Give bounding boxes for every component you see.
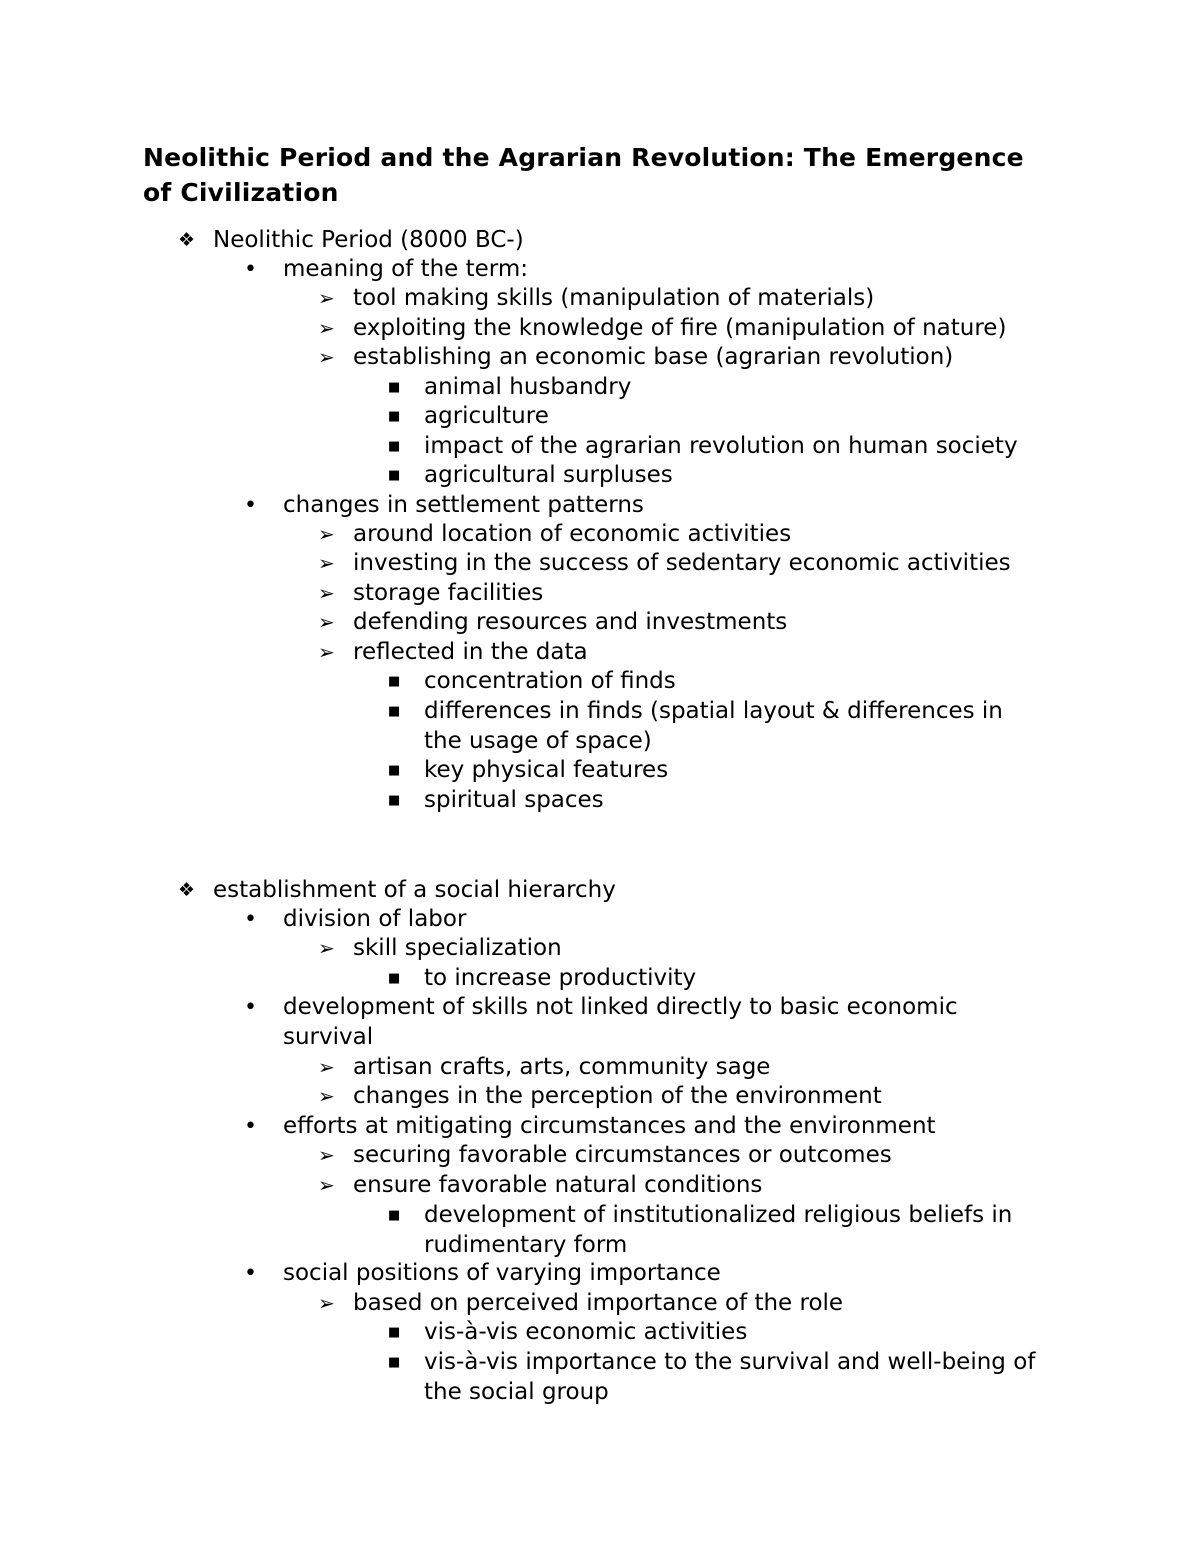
arrowhead-bullet-icon: ➢ — [318, 581, 335, 605]
list-item — [388, 461, 1064, 491]
list-item-text: agricultural surpluses — [424, 462, 673, 488]
list-item-text: defending resources and investments — [353, 609, 788, 635]
list-item — [178, 876, 1113, 906]
list-item — [244, 993, 1003, 1052]
list-item — [388, 786, 1064, 816]
arrowhead-bullet-icon: ➢ — [318, 1291, 335, 1315]
list-item-text: tool making skills (manipulation of materials) — [353, 285, 875, 311]
list-item-text: storage facilities — [353, 580, 544, 606]
list-item-text: meaning of the term: — [283, 256, 529, 282]
list-item-text: establishing an economic base (agrarian revolution) — [353, 344, 954, 370]
list-item — [388, 402, 1064, 432]
list-item-text: reflected in the data — [353, 639, 588, 665]
list-item — [318, 284, 1073, 314]
square-bullet-icon: ■ — [388, 704, 401, 719]
list-item — [388, 1318, 1064, 1348]
arrowhead-bullet-icon: ➢ — [318, 522, 335, 546]
list-item-text: division of labor — [283, 906, 467, 932]
diamond-bullet-icon: ❖ — [178, 879, 196, 901]
list-item — [388, 756, 1064, 786]
round-bullet-icon: • — [244, 1114, 257, 1139]
list-item — [244, 905, 1043, 935]
arrowhead-bullet-icon: ➢ — [318, 1084, 335, 1108]
list-item-text: to increase productivity — [424, 965, 697, 991]
list-item — [318, 1082, 1073, 1112]
square-bullet-icon: ■ — [388, 793, 401, 808]
list-item-text: animal husbandry — [424, 374, 632, 400]
list-item — [388, 667, 1064, 697]
list-item-text: changes in the perception of the environment — [353, 1083, 882, 1109]
list-item-text: efforts at mitigating circumstances and the environment — [283, 1113, 936, 1139]
list-item-text: vis-à-vis economic activities — [424, 1319, 748, 1345]
list-item-text: skill specialization — [353, 935, 562, 961]
list-item-text: development of skills not linked directly to basic economic survival — [283, 994, 958, 1050]
list-item — [318, 638, 1073, 668]
list-item-text: key physical features — [424, 757, 669, 783]
round-bullet-icon: • — [244, 1261, 257, 1286]
list-item — [318, 608, 1073, 638]
list-item-text: impact of the agrarian revolution on human society — [424, 433, 1018, 459]
list-item-text: differences in finds (spatial layout & differences in the usage of space) — [424, 698, 1003, 754]
list-item — [318, 343, 1073, 373]
list-item — [318, 549, 1073, 579]
list-item-text: exploiting the knowledge of fire (manipulation of nature) — [353, 315, 1007, 341]
list-item — [388, 1201, 1054, 1260]
list-item — [244, 1112, 1043, 1142]
arrowhead-bullet-icon: ➢ — [318, 1173, 335, 1197]
arrowhead-bullet-icon: ➢ — [318, 551, 335, 575]
list-item — [388, 373, 1064, 403]
list-item-text: investing in the success of sedentary economic activities — [353, 550, 1011, 576]
square-bullet-icon: ■ — [388, 468, 401, 483]
page-title: Neolithic Period and the Agrarian Revolution: The Emergence of Civilization — [143, 143, 1024, 207]
square-bullet-icon: ■ — [388, 1325, 401, 1340]
arrowhead-bullet-icon: ➢ — [318, 1055, 335, 1079]
list-item-text: ensure favorable natural conditions — [353, 1172, 763, 1198]
list-item-text: securing favorable circumstances or outcomes — [353, 1142, 892, 1168]
arrowhead-bullet-icon: ➢ — [318, 610, 335, 634]
square-bullet-icon: ■ — [388, 380, 401, 395]
arrowhead-bullet-icon: ➢ — [318, 640, 335, 664]
square-bullet-icon: ■ — [388, 763, 401, 778]
arrowhead-bullet-icon: ➢ — [318, 345, 335, 369]
round-bullet-icon: • — [244, 257, 257, 282]
list-item — [318, 314, 1073, 344]
list-item — [388, 432, 1064, 462]
arrowhead-bullet-icon: ➢ — [318, 1143, 335, 1167]
round-bullet-icon: • — [244, 995, 257, 1020]
list-item — [318, 520, 1073, 550]
list-item-text: spiritual spaces — [424, 787, 604, 813]
square-bullet-icon: ■ — [388, 674, 401, 689]
list-item-text: establishment of a social hierarchy — [213, 877, 616, 903]
list-item-text: changes in settlement patterns — [283, 492, 644, 518]
list-item — [318, 1141, 1073, 1171]
arrowhead-bullet-icon: ➢ — [318, 286, 335, 310]
list-item-text: around location of economic activities — [353, 521, 792, 547]
list-item-text: social positions of varying importance — [283, 1260, 721, 1286]
diamond-bullet-icon: ❖ — [178, 229, 196, 251]
square-bullet-icon: ■ — [388, 439, 401, 454]
list-item-text: artisan crafts, arts, community sage — [353, 1054, 771, 1080]
arrowhead-bullet-icon: ➢ — [318, 936, 335, 960]
list-item-text: development of institutionalized religious beliefs in rudimentary form — [424, 1202, 1013, 1258]
list-item-text: vis-à-vis importance to the survival and well-being of the social group — [424, 1349, 1036, 1405]
list-item — [388, 964, 1064, 994]
list-item-text: Neolithic Period (8000 BC-) — [213, 227, 524, 253]
list-item — [388, 697, 1044, 756]
list-item-text: concentration of finds — [424, 668, 676, 694]
arrowhead-bullet-icon: ➢ — [318, 316, 335, 340]
list-item — [318, 1171, 1073, 1201]
square-bullet-icon: ■ — [388, 1208, 401, 1223]
list-item — [388, 1348, 1064, 1407]
list-item-text: agriculture — [424, 403, 549, 429]
square-bullet-icon: ■ — [388, 409, 401, 424]
round-bullet-icon: • — [244, 493, 257, 518]
list-item — [318, 579, 1073, 609]
square-bullet-icon: ■ — [388, 1355, 401, 1370]
list-item-text: based on perceived importance of the role — [353, 1290, 844, 1316]
list-item — [318, 1053, 1073, 1083]
round-bullet-icon: • — [244, 907, 257, 932]
list-item — [244, 1259, 1043, 1289]
list-item — [318, 934, 1073, 964]
list-item — [318, 1289, 1073, 1319]
square-bullet-icon: ■ — [388, 971, 401, 986]
list-item — [178, 226, 1113, 256]
list-item — [244, 491, 1043, 521]
list-item — [244, 255, 1043, 285]
